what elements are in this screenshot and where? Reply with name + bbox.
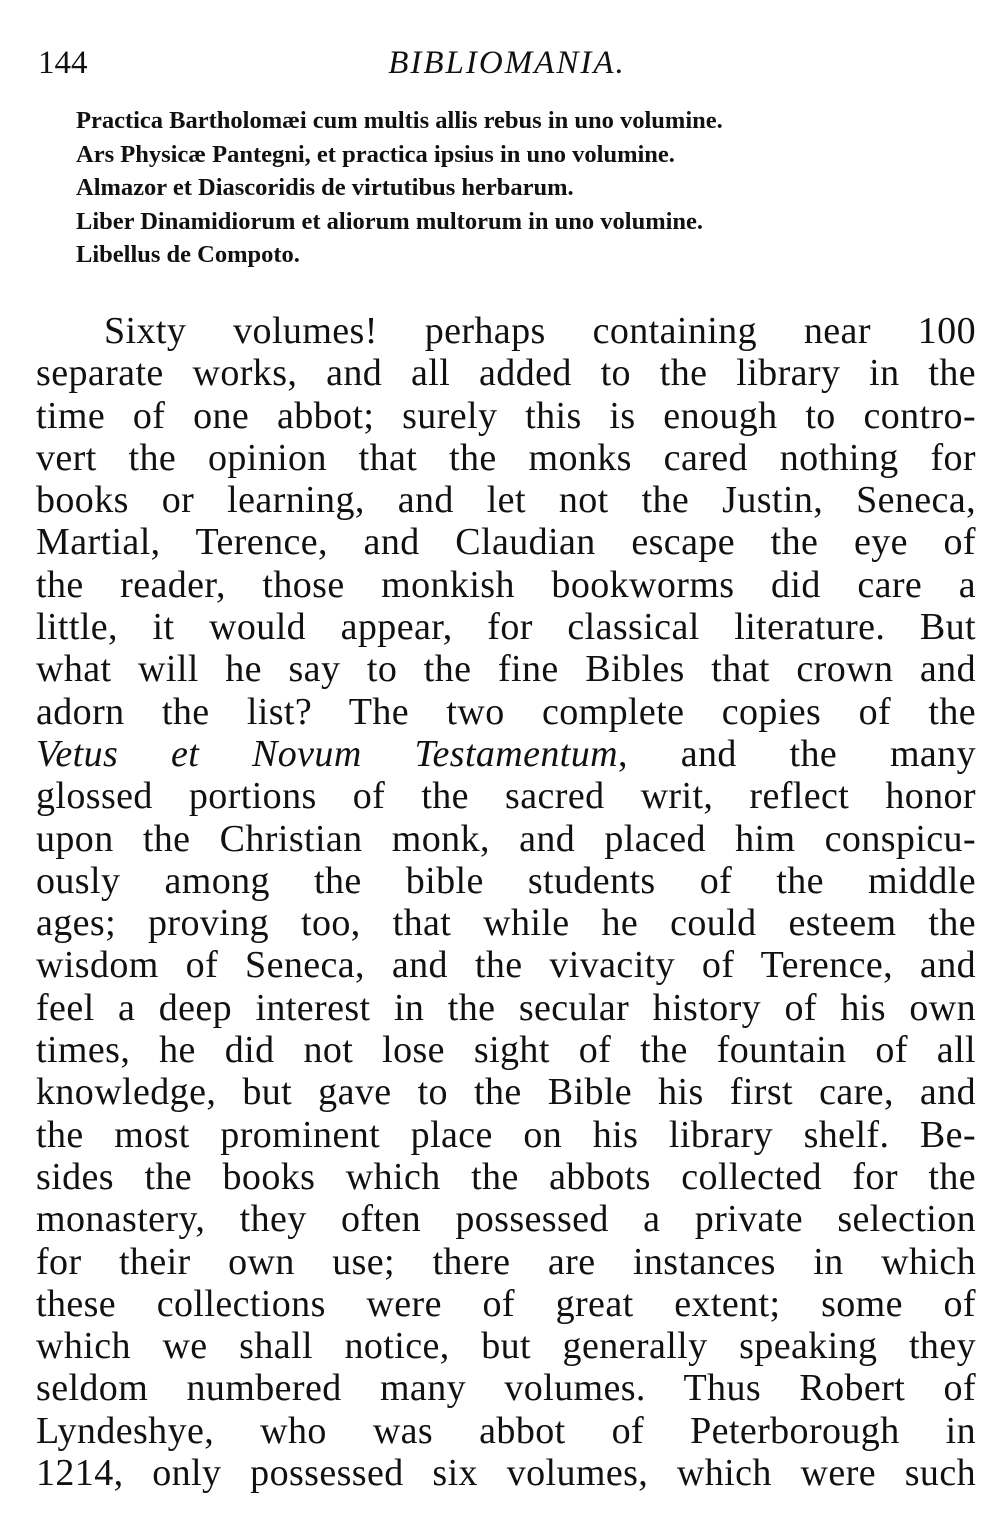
catalogue-entry: Liber Dinamidiorum et aliorum multorum in uno volumine. [76,207,704,235]
text-line: the most prominent place on his library shelf. Be- [36,1113,976,1156]
catalogue-list [76,104,976,272]
body-paragraph [36,310,976,1494]
text-line: Lyndeshye, who was abbot of Peterborough in [36,1409,976,1452]
catalogue-entry: Practica Bartholomæi cum multis allis rebus in uno volumine. [76,107,723,134]
text-line: for their own use; there are instances in which [36,1240,976,1283]
text-line: seldom numbered many volumes. Thus Robert of [36,1367,976,1410]
text-line: Sixty volumes! perhaps containing near 100 [104,310,976,352]
text-line: wisdom of Seneca, and the vivacity of Terence, and [36,944,976,987]
text-line: little, it would appear, for classical literature. But [36,606,976,649]
text-line: books or learning, and let not the Justin, Seneca, [36,479,976,522]
text-line: vert the opinion that the monks cared nothing for [36,436,976,479]
text-line: time of one abbot; surely this is enough to contro- [36,394,976,437]
book-title: BIBLIOMANIA. [388,45,626,81]
catalogue-entry: Libellus de Compoto. [76,241,300,268]
italic-title: Vetus et Novum Testamentum [36,732,619,775]
text-line: sides the books which the abbots collected for the [36,1155,976,1198]
text-line: adorn the list? The two complete copies of the [36,690,976,733]
text-line: feel a deep interest in the secular history of his own [36,986,976,1029]
text-line: knowledge, but gave to the Bible his first care, and [36,1071,976,1114]
page-number: 144 [38,45,88,81]
text-line: separate works, and all added to the library in the [36,352,976,395]
text-line: monastery, they often possessed a private selection [36,1198,976,1241]
text-line: Martial, Terence, and Claudian escape the eye of [36,521,976,564]
italic-line-tail: , and the many [618,732,976,775]
text-line: what will he say to the fine Bibles that crown and [36,648,976,691]
text-line: the reader, those monkish bookworms did care a [36,563,976,606]
text-line: ages; proving too, that while he could esteem the [36,902,976,945]
text-line: upon the Christian monk, and placed him conspicu- [36,817,976,860]
text-line: ously among the bible students of the middle [36,859,976,902]
text-line: which we shall notice, but generally speaking they [36,1325,976,1368]
text-line: 1214, only possessed six volumes, which were such [36,1452,976,1495]
text-line: glossed portions of the sacred writ, reflect honor [36,775,976,818]
text-line-with-italic [36,733,976,775]
text-line: these collections were of great extent; some of [36,1282,976,1325]
catalogue-entry: Ars Physicæ Pantegni, et practica ipsius in uno volumine. [76,140,675,168]
running-head [38,38,976,88]
catalogue-entry: Almazor et Diascoridis de virtutibus herbarum. [76,174,574,201]
text-line: times, he did not lose sight of the fountain of all [36,1029,976,1072]
